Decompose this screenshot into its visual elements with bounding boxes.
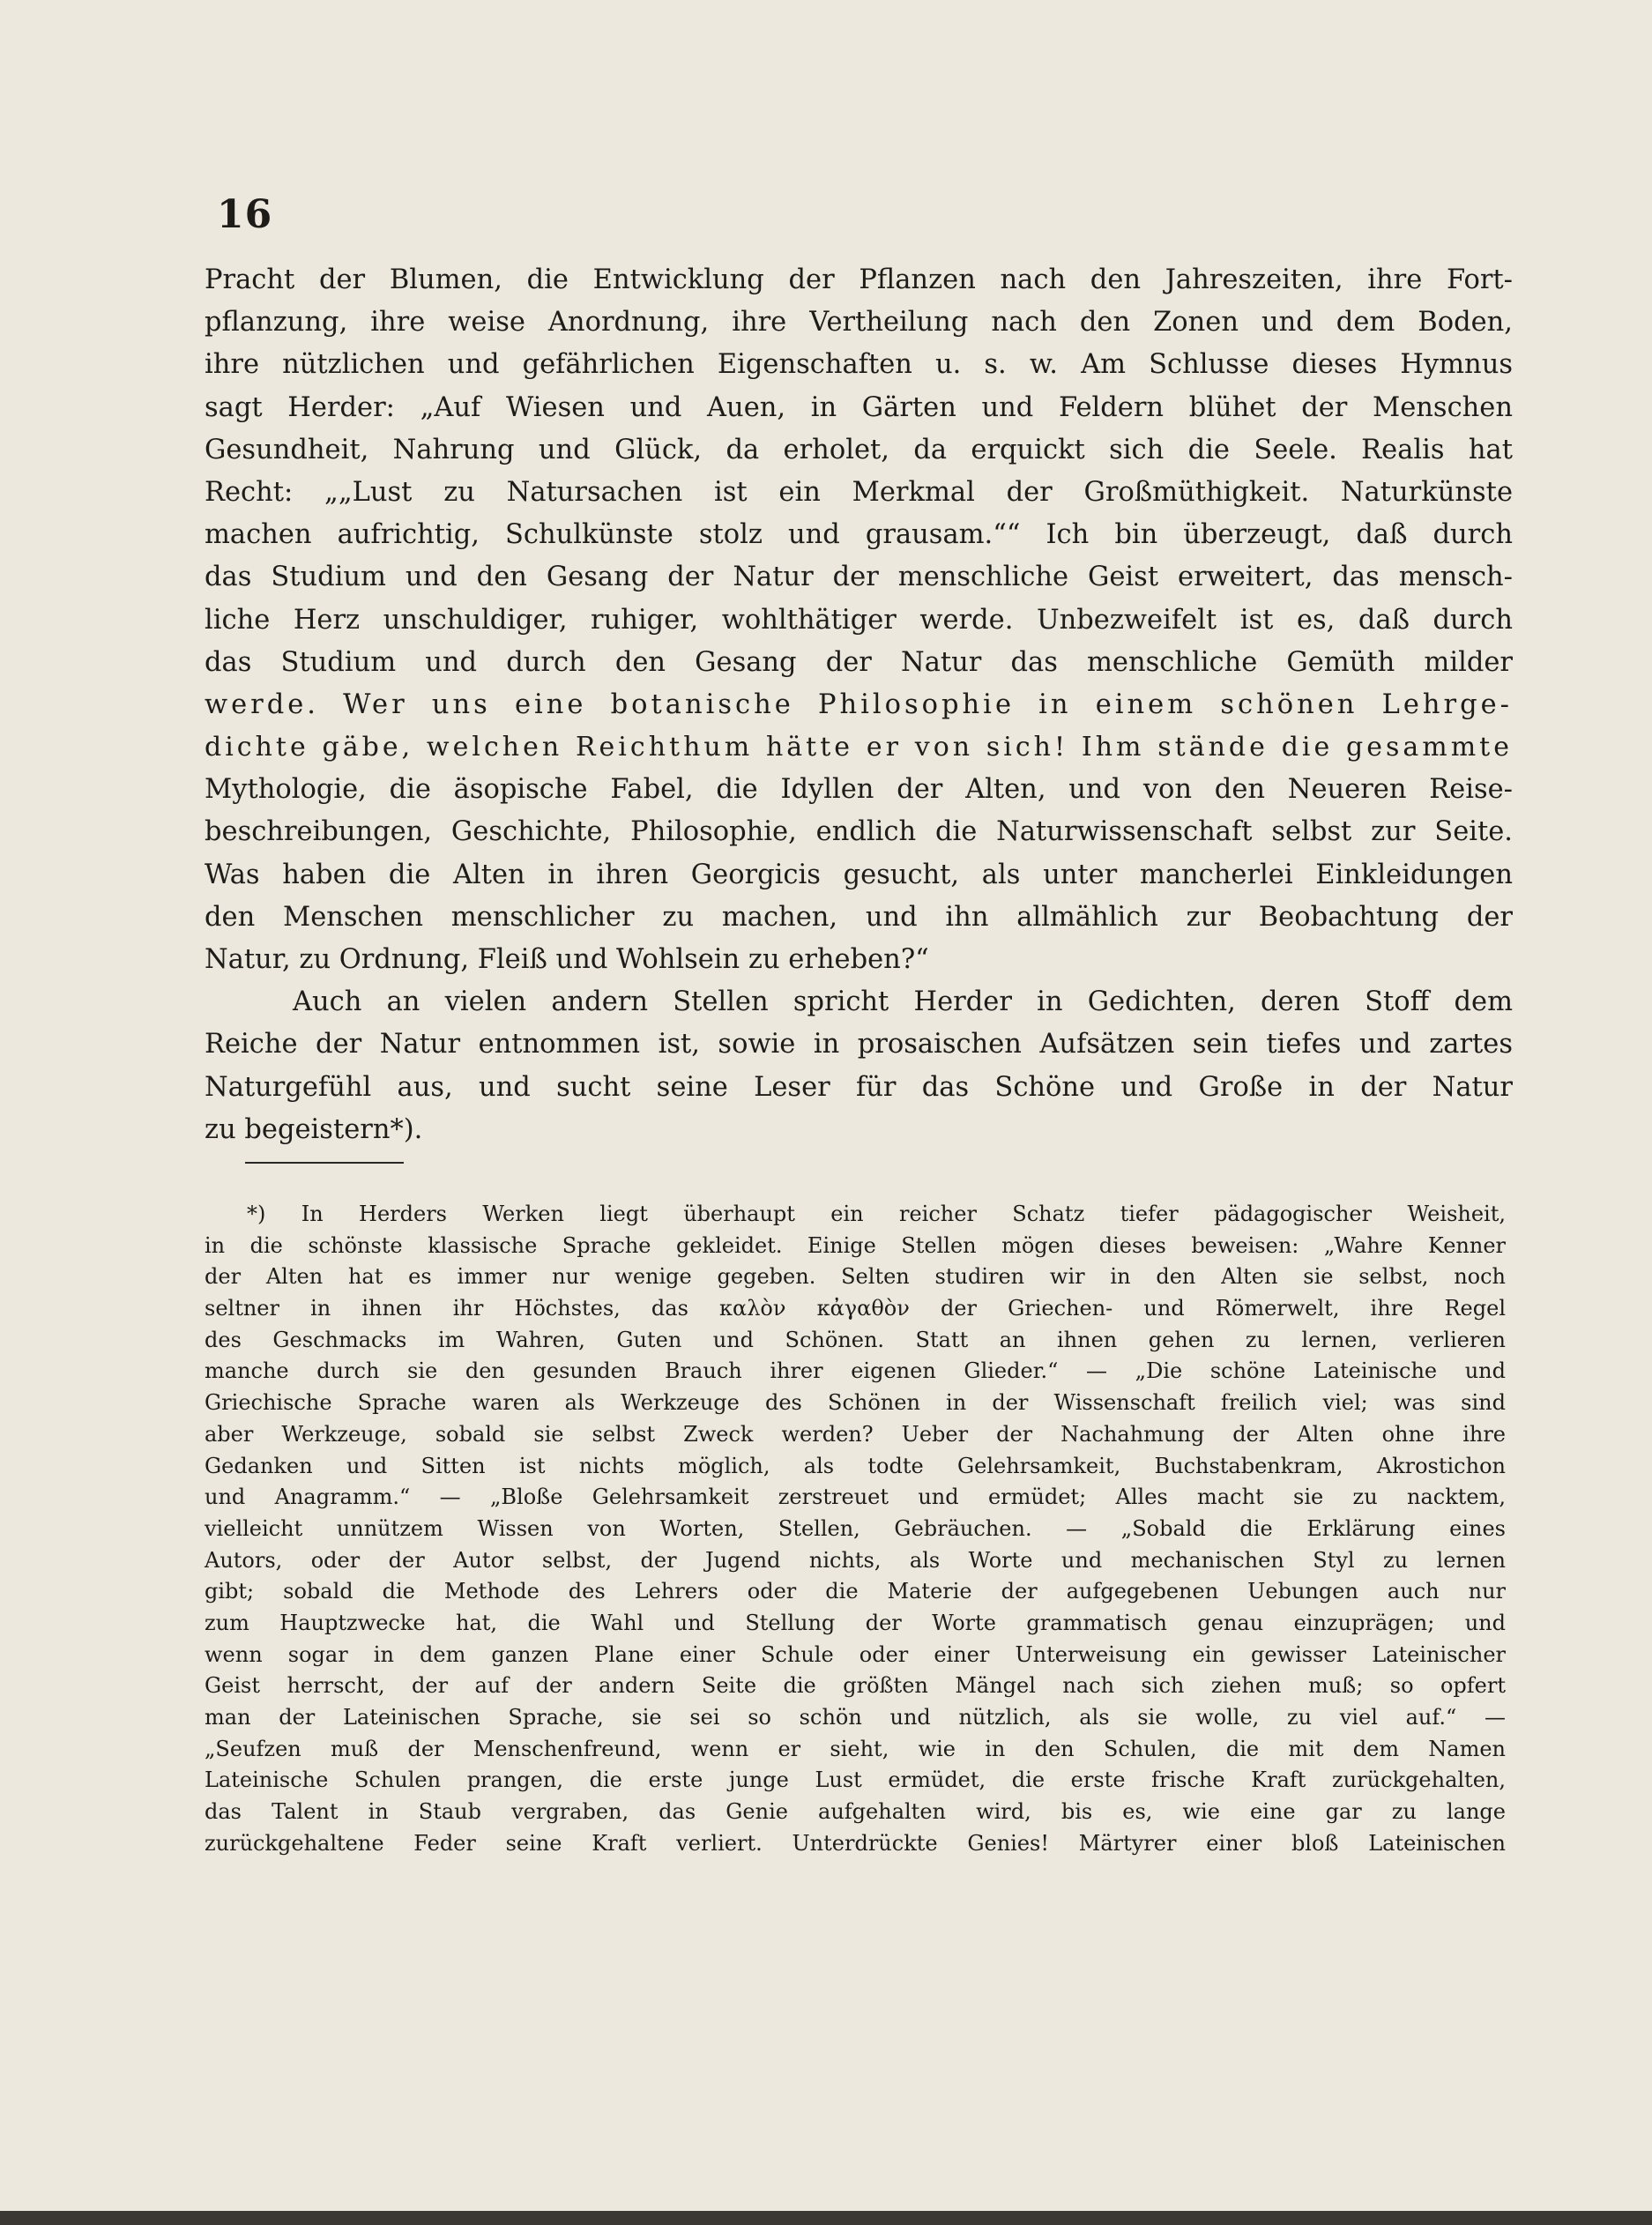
footnote-line: Autors, oder der Autor selbst, der Jugend nichts, als Worte und mechanischen Styl zu lernen [205, 1547, 1506, 1573]
text-line: machen aufrichtig, Schulkünste stolz und grausam.““ Ich bin überzeugt, daß durch [205, 519, 1513, 551]
footnote-line: aber Werkzeuge, sobald sie selbst Zweck werden? Ueber der Nachahmung der Alten ohne ihre [205, 1421, 1506, 1447]
footnote-line: der Alten hat es immer nur wenige gegeben. Selten studiren wir in den Alten sie selbst, noch [205, 1264, 1506, 1290]
footnote-line: das Talent in Staub vergraben, das Genie aufgehalten wird, bis es, wie eine gar zu lange [205, 1799, 1506, 1825]
page-bottom-edge [0, 2211, 1652, 2225]
footnote-line: „Seufzen muß der Menschenfreund, wenn er sieht, wie in den Schulen, die mit dem Namen [205, 1736, 1506, 1761]
footnote-line: manche durch sie den gesunden Brauch ihrer eigenen Glieder.“ — „Die schöne Lateinische und [205, 1358, 1506, 1384]
footnote [205, 1199, 1506, 1859]
text-line: das Studium und den Gesang der Natur der menschliche Geist erweitert, das mensch- [205, 562, 1513, 593]
text-line: Mythologie, die äsopische Fabel, die Idyllen der Alten, und von den Neueren Reise- [205, 774, 1513, 806]
main-text [205, 259, 1513, 1151]
text-line: den Menschen menschlicher zu machen, und ihn allmählich zur Beobachtung der [205, 901, 1513, 933]
text-line: beschreibungen, Geschichte, Philosophie, endlich die Naturwissenschaft selbst zur Seite. [205, 816, 1513, 848]
footnote-line: Lateinische Schulen prangen, die erste junge Lust ermüdet, die erste frische Kraft zurückgehalten, [205, 1767, 1506, 1793]
footnote-line: *) In Herders Werken liegt überhaupt ein reicher Schatz tiefer pädagogischer Weisheit, [247, 1202, 1506, 1226]
text-line: sagt Herder: „Auf Wiesen und Auen, in Gärten und Feldern blühet der Menschen [205, 391, 1513, 423]
text-line: dichte gäbe, welchen Reichthum hätte er von sich! Ihm stände die gesammte [205, 732, 1513, 763]
footnote-line: Gedanken und Sitten ist nichts möglich, als todte Gelehrsamkeit, Buchstabenkram, Akrostichon [205, 1453, 1506, 1478]
text-line: Gesundheit, Nahrung und Glück, da erholet, da erquickt sich die Seele. Realis hat [205, 434, 1513, 465]
text-line: werde. Wer uns eine botanische Philosophie in einem schönen Lehrge- [205, 688, 1513, 720]
footnote-line: seltner in ihnen ihr Höchstes, das καλὸν κἀγαθὸν der Griechen- und Römerwelt, ihre Regel [205, 1296, 1506, 1321]
text-line: Recht: „„Lust zu Natursachen ist ein Merkmal der Großmüthigkeit. Naturkünste [205, 476, 1513, 508]
footnote-divider [245, 1162, 404, 1164]
footnote-line: des Geschmacks im Wahren, Guten und Schönen. Statt an ihnen gehen zu lernen, verlieren [205, 1327, 1506, 1352]
footnote-line: man der Lateinischen Sprache, sie sei so schön und nützlich, als sie wolle, zu viel auf.“ — [205, 1705, 1506, 1730]
text-line: Pracht der Blumen, die Entwicklung der Pflanzen nach den Jahreszeiten, ihre Fort- [205, 264, 1513, 295]
footnote-line: vielleicht unnützem Wissen von Worten, Stellen, Gebräuchen. — „Sobald die Erklärung eines [205, 1515, 1506, 1541]
text-line: pflanzung, ihre weise Anordnung, ihre Vertheilung nach den Zonen und dem Boden, [205, 307, 1513, 339]
text-line: Natur, zu Ordnung, Fleiß und Wohlsein zu erheben?“ [205, 944, 929, 975]
text-line: liche Herz unschuldiger, ruhiger, wohlthätiger werde. Unbezweifelt ist es, daß durch [205, 604, 1513, 636]
footnote-line: Geist herrscht, der auf der andern Seite die größten Mängel nach sich ziehen muß; so opfert [205, 1673, 1506, 1699]
page-number: 16 [217, 192, 273, 237]
footnote-line: gibt; sobald die Methode des Lehrers oder die Materie der aufgegebenen Uebungen auch nur [205, 1579, 1506, 1604]
text-line: das Studium und durch den Gesang der Natur das menschliche Gemüth milder [205, 646, 1513, 678]
text-line: ihre nützlichen und gefährlichen Eigenschaften u. s. w. Am Schlusse dieses Hymnus [205, 349, 1513, 381]
text-line: zu begeistern*). [205, 1113, 423, 1145]
footnote-line: in die schönste klassische Sprache gekleidet. Einige Stellen mögen dieses beweisen: „Wahre Kenner [205, 1232, 1506, 1258]
text-line: Was haben die Alten in ihren Georgicis gesucht, als unter mancherlei Einkleidungen [205, 859, 1513, 890]
footnote-line: zurückgehaltene Feder seine Kraft verliert. Unterdrückte Genies! Märtyrer einer bloß Lateinischen [205, 1830, 1506, 1856]
text-line: Reiche der Natur entnommen ist, sowie in prosaischen Aufsätzen sein tiefes und zartes [205, 1029, 1513, 1060]
text-line: Naturgefühl aus, und sucht seine Leser für das Schöne und Große in der Natur [205, 1071, 1513, 1103]
footnote-line: Griechische Sprache waren als Werkzeuge des Schönen in der Wissenschaft freilich viel; was sind [205, 1390, 1506, 1416]
text-line: Auch an vielen andern Stellen spricht Herder in Gedichten, deren Stoff dem [293, 986, 1513, 1018]
footnote-line: und Anagramm.“ — „Bloße Gelehrsamkeit zerstreuet und ermüdet; Alles macht sie zu nacktem, [205, 1485, 1506, 1510]
footnote-line: wenn sogar in dem ganzen Plane einer Schule oder einer Unterweisung ein gewisser Lateinischer [205, 1641, 1506, 1667]
footnote-line: zum Hauptzwecke hat, die Wahl und Stellung der Worte grammatisch genau einzuprägen; und [205, 1610, 1506, 1635]
